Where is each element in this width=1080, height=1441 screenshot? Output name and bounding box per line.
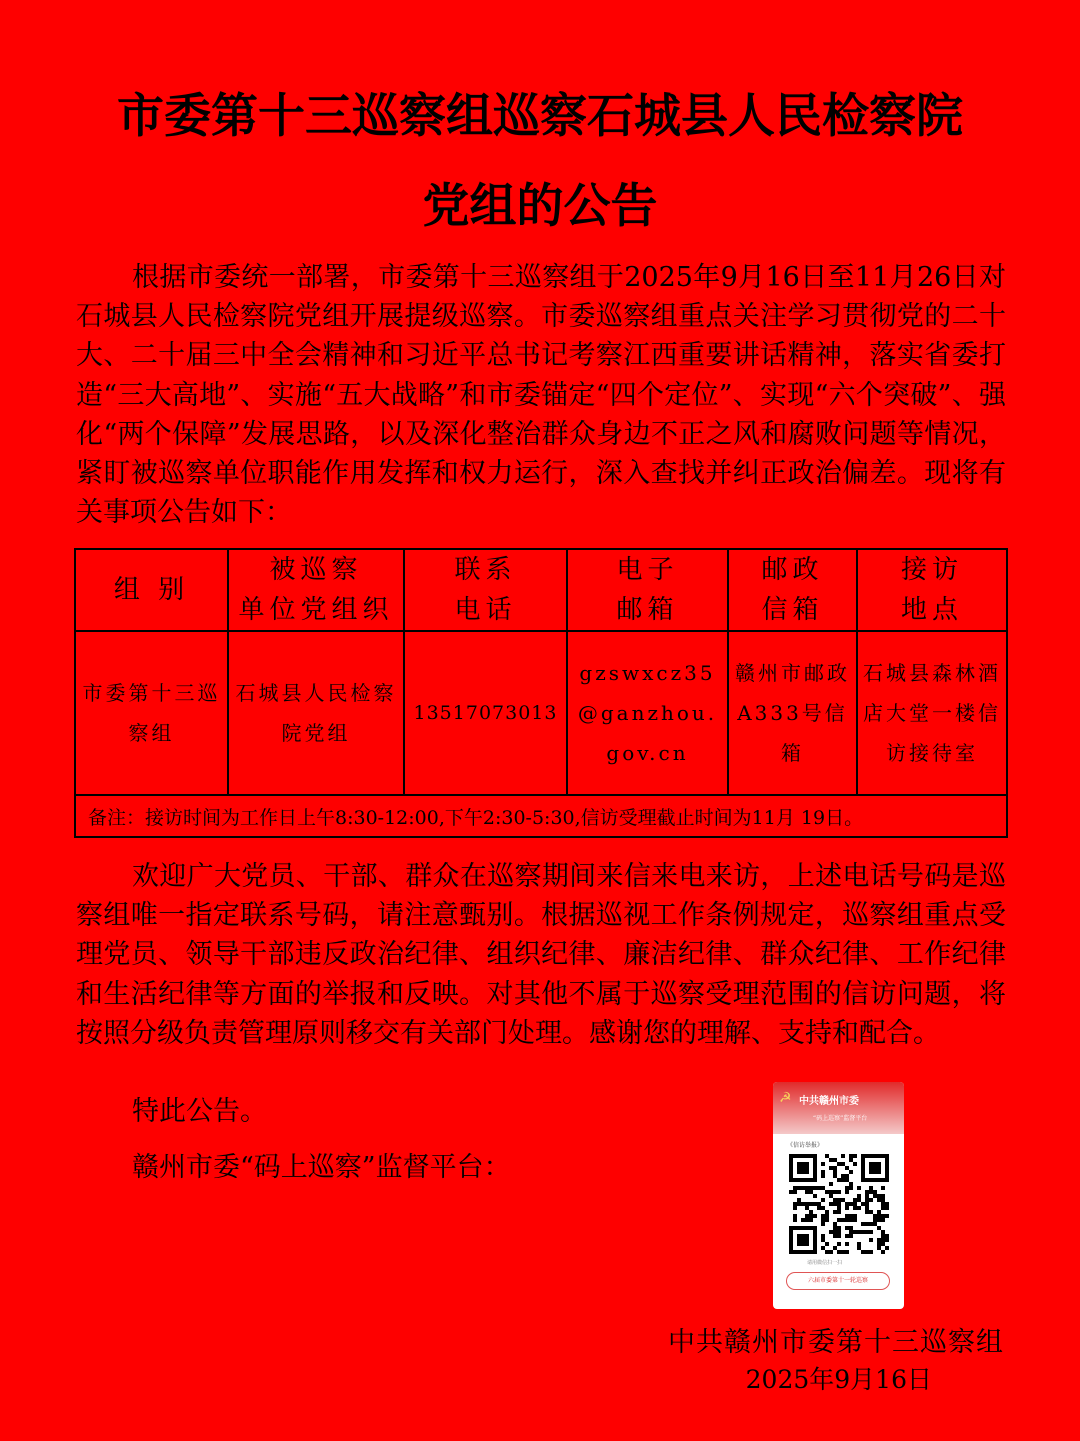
notice-title-line2: 党组的公告 (422, 179, 658, 234)
header-phone (404, 549, 567, 631)
header-location-line1: 接访 (900, 555, 963, 585)
notice-title-line1: 市委第十三巡察组巡察石城县人民检察院 (117, 89, 963, 144)
welcome-paragraph: 欢迎广大党员、干部、群众在巡察期间来信来电来访，上述电话号码是巡察组唯一指定联系号码，请注意甄别。根据巡视工作条例规定，巡察组重点受理党员、领导干部违反政治纪律、组织纪律、廉洁纪律、群众纪律、工作纪律和生活纪律等方面的举报和反映。对其他不属于巡察受理范围的信访问题，将按照分级负责管理原则移交有关部门处理。感谢您的理解、支持和配合。 (76, 861, 1006, 1049)
qr-subtitle: “码上巡察”监督平台 (813, 1115, 868, 1122)
signature-date: 2025年9月16日 (745, 1365, 932, 1394)
table-row (75, 631, 1007, 795)
table-note-row (75, 795, 1007, 837)
header-unit (228, 549, 404, 631)
header-postbox-line1: 邮政 (761, 555, 824, 585)
qr-label: 《信访举报》 (787, 1142, 824, 1149)
header-location (857, 549, 1007, 631)
platform-label: 赣州市委“码上巡察”监督平台： (132, 1152, 511, 1183)
party-emblem-icon: ☭ (779, 1090, 792, 1106)
header-unit-line2: 单位党组织 (238, 595, 394, 625)
table-header-row (75, 549, 1007, 631)
table-note: 备注：接访时间为工作日上午8:30-12:00,下午2:30-5:30,信访受理截止时间为11月 19日。 (75, 795, 1007, 837)
qr-footer: 请用微信扫一扫 (807, 1260, 843, 1266)
header-email-line1: 电子 (616, 555, 679, 585)
signature-org: 中共赣州市委第十三巡察组 (668, 1327, 1004, 1358)
header-unit-line1: 被巡察 (269, 555, 363, 585)
qr-code-icon[interactable] (789, 1154, 889, 1254)
qr-card-banner (773, 1082, 904, 1134)
cell-postbox: 赣州市邮政A333号信箱 (728, 631, 857, 795)
cell-group: 市委第十三巡察组 (75, 631, 228, 795)
intro-paragraph: 根据市委统一部署，市委第十三巡察组于2025年9月16日至11月26日对石城县人民检察院党组开展提级巡察。市委巡察组重点关注学习贯彻党的二十大、二十届三中全会精神和习近平总书记考察江西重要讲话精神，落实省委打造“三大高地”、实施“五大战略”和市委锚定“四个定位”、实现“六个突破”、强化“两个保障”发展思路，以及深化整治群众身边不正之风和腐败问题等情况，紧盯被巡察单位职能作用发挥和权力运行，深入查找并纠正政治偏差。现将有关事项公告如下： (76, 262, 1006, 529)
header-phone-line2: 电话 (454, 595, 517, 625)
closing-text: 特此公告。 (132, 1096, 267, 1127)
header-email-line2: 邮箱 (616, 595, 679, 625)
header-email (567, 549, 728, 631)
header-postbox-line2: 信箱 (761, 595, 824, 625)
header-group (75, 549, 228, 631)
qr-brand: 中共赣州市委 (799, 1096, 859, 1107)
cell-unit: 石城县人民检察院党组 (228, 631, 404, 795)
cell-email[interactable]: gzswxcz35@ganzhou.gov.cn (567, 631, 728, 795)
header-phone-line1: 联系 (454, 555, 517, 585)
qr-round-button[interactable]: 六届市委第十一轮巡察 (786, 1272, 890, 1290)
qr-code-card[interactable] (773, 1082, 904, 1309)
header-group-label: 组 别 (113, 575, 190, 605)
header-location-line2: 地点 (900, 595, 963, 625)
cell-location: 石城县森林酒店大堂一楼信访接待室 (857, 631, 1007, 795)
cell-phone[interactable]: 13517073013 (404, 631, 567, 795)
header-postbox (728, 549, 857, 631)
contact-table (74, 548, 1008, 838)
